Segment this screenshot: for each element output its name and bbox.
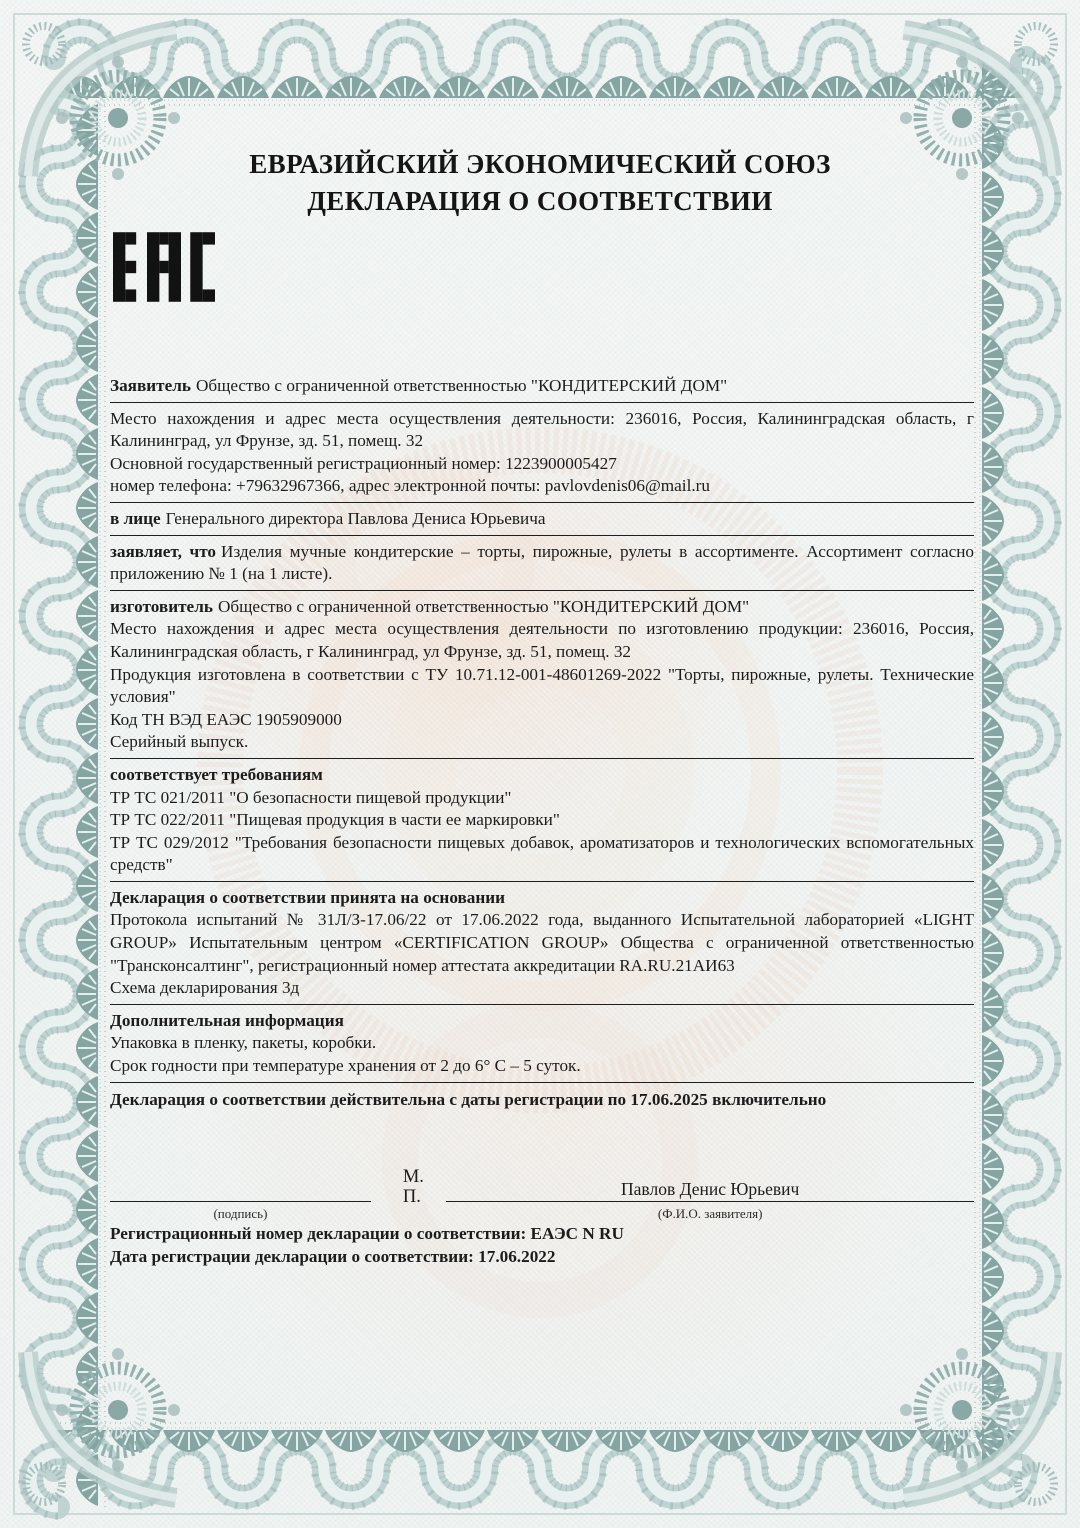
section-applicant [110,372,974,403]
compliance-item: ТР ТС 029/2012 "Требования безопасности пищевых добавок, ароматизаторов и технологических вспомогательных средств" [110,832,974,875]
page-title: ЕВРАЗИЙСКИЙ ЭКОНОМИЧЕСКИЙ СОЮЗ [249,149,831,179]
declares-label: заявляет, что [110,541,217,561]
additional-shelf-life: Срок годности при температуре хранения от 2 до 6° C – 5 суток. [110,1056,581,1076]
applicant-contacts: номер телефона: +79632967366, адрес электронной почты: pavlovdenis06@mail.ru [110,476,710,496]
basis-scheme: Схема декларирования 3д [110,978,300,998]
compliance-item: ТР ТС 022/2011 "Пищевая продукция в части ее маркировки" [110,810,560,830]
section-in-person [110,505,974,536]
manufacturer-tu: Продукция изготовлена в соответствии с ТУ 10.71.12-001-48601269-2022 "Торты, пирожные, рулеты. Технические условия" [110,664,974,707]
in-person-line [110,508,974,531]
applicant-address: Место нахождения и адрес места осуществления деятельности: 236016, Россия, Калининградская область, г Калининград, ул Фрунзе, зд. 51, помещ. 32 [110,408,974,451]
declares-line [110,541,974,586]
eac-logo-icon [113,224,215,310]
applicant-label: Заявитель [110,376,191,395]
declarant-name: Павлов Денис Юрьевич [621,1179,800,1200]
manufacturer-line [110,596,974,619]
document-body [110,372,974,1268]
section-additional-info [110,1007,974,1083]
compliance-item: ТР ТС 021/2011 "О безопасности пищевой продукции" [110,787,512,807]
applicant-line [110,375,974,398]
registration-date: Дата регистрации декларации о соответствии: 17.06.2022 [110,1246,556,1266]
manufacturer-serial: Серийный выпуск. [110,732,249,752]
basis-label: Декларация о соответствии принята на основании [110,887,506,907]
signature-space [110,1177,371,1201]
registration-number: Регистрационный номер декларации о соответствии: ЕАЭС N RU [110,1224,624,1244]
header [0,0,1080,220]
additional-label: Дополнительная информация [110,1010,344,1030]
signature-caption: (подпись) [213,1206,268,1222]
section-basis [110,884,974,1005]
in-person-value: Генерального директора Павлова Дениса Юрьевича [165,508,546,528]
basis-protocol: Протокола испытаний № 31Л/З-17.06/22 от 17.06.2022 года, выданного Испытательной лабораторией «LIGHT GROUP» Испытательным центром «CERTIFICATION GROUP» Общества с ограниченной ответственностью "Трансконсалтинг", регистрационный номер аттестата аккредитации RA.RU.21АИ63 [110,910,974,975]
signature-block [110,1167,974,1223]
applicant-value: Общество с ограниченной ответственностью "КОНДИТЕРСКИЙ ДОМ" [195,376,728,395]
declarant-name-caption: (Ф.И.О. заявителя) [657,1206,763,1222]
section-applicant-details [110,405,974,503]
manufacturer-value: Общество с ограниченной ответственностью "КОНДИТЕРСКИЙ ДОМ" [217,596,750,616]
declarant-name-area [446,1177,974,1223]
signature-area [110,1177,371,1223]
in-person-label: в лице [110,508,161,528]
compliance-label: соответствует требованиям [110,764,323,784]
manufacturer-label: изготовитель [110,596,213,616]
section-compliance [110,761,974,882]
manufacturer-address: Место нахождения и адрес места осуществления деятельности по изготовлению продукции: 236016, Россия, Калининградская область, г Калининград, ул Фрунзе, зд. 51, помещ. 32 [110,619,974,661]
declares-value: Изделия мучные кондитерские – торты, пирожные, рулеты в ассортименте. Ассортимент согласно приложению № 1 (на 1 листе). [110,541,975,584]
section-validity [110,1085,974,1112]
page-subtitle: ДЕКЛАРАЦИЯ О СООТВЕТСТВИИ [307,186,773,216]
validity-line: Декларация о соответствии действительна с даты регистрации по 17.06.2025 включительно [110,1089,827,1109]
additional-packaging: Упаковка в пленку, пакеты, коробки. [110,1033,377,1053]
stamp-place-label: М. П. [402,1167,424,1208]
section-manufacturer [110,593,974,759]
applicant-ogrn: Основной государственный регистрационный номер: 1223900005427 [110,453,617,473]
manufacturer-tnved: Код ТН ВЭД ЕАЭС 1905909000 [110,709,342,729]
section-declares [110,538,974,591]
